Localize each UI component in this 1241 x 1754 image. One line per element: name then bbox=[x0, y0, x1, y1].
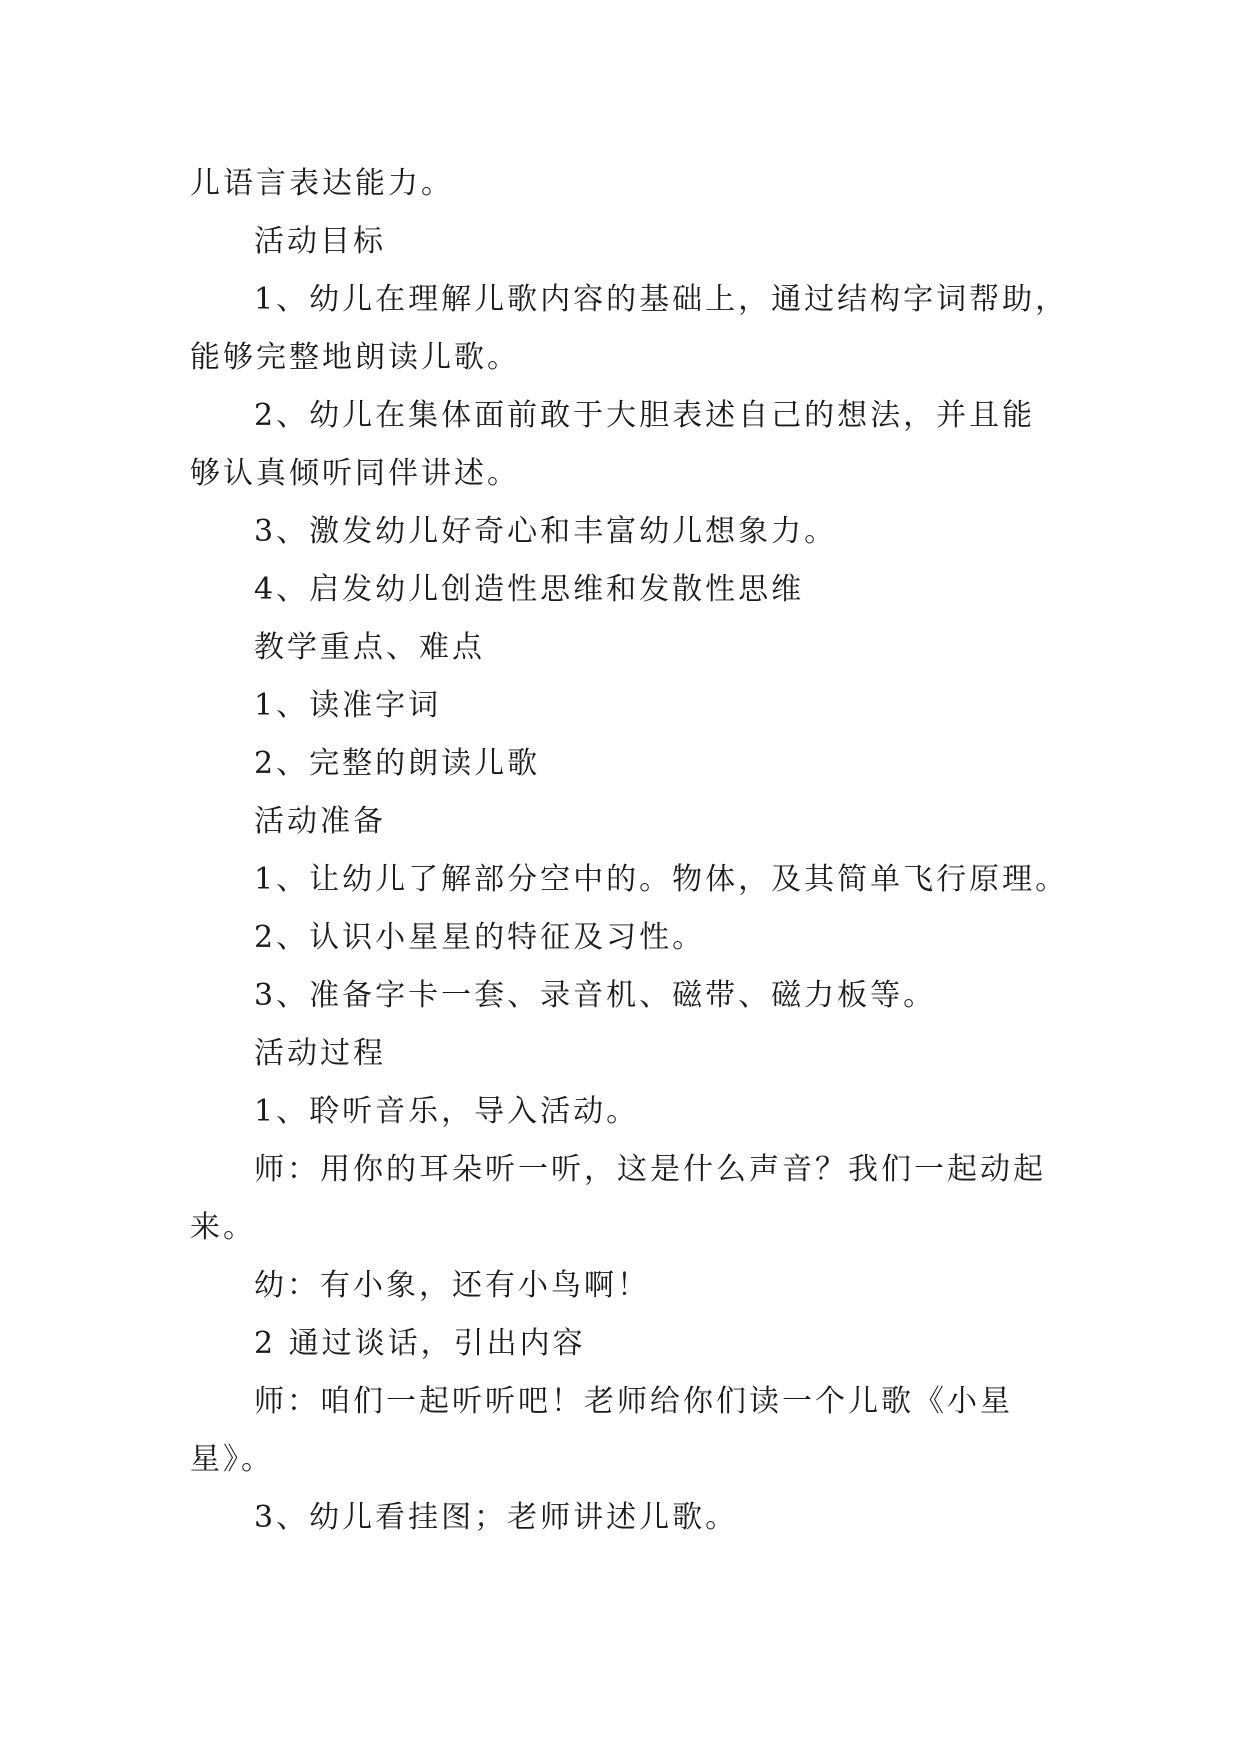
text-line: 儿语言表达能力。 bbox=[190, 166, 454, 201]
text-line: 来。 bbox=[190, 1210, 256, 1245]
text-line: 教学重点、难点 bbox=[254, 630, 485, 665]
text-line: 活动目标 bbox=[254, 224, 386, 259]
document-body bbox=[190, 155, 1070, 1547]
text-line: 能够完整地朗读儿歌。 bbox=[190, 340, 520, 375]
text-line: 1、读准字词 bbox=[254, 688, 442, 723]
text-line: 够认真倾听同伴讲述。 bbox=[190, 456, 520, 491]
text-line: 1、让幼儿了解部分空中的。物体，及其简单飞行原理。 bbox=[254, 862, 1069, 897]
text-line: 3、幼儿看挂图；老师讲述儿歌。 bbox=[254, 1500, 739, 1535]
text-line: 2、幼儿在集体面前敢于大胆表述自己的想法，并且能 bbox=[254, 398, 1036, 433]
text-line: 师：用你的耳朵听一听，这是什么声音？我们一起动起 bbox=[254, 1152, 1046, 1187]
text-line: 3、激发幼儿好奇心和丰富幼儿想象力。 bbox=[254, 514, 838, 549]
text-line: 师：咱们一起听听吧！老师给你们读一个儿歌《小星 bbox=[254, 1384, 1013, 1419]
text-line: 1、幼儿在理解儿歌内容的基础上，通过结构字词帮助， bbox=[254, 282, 1069, 317]
text-line: 3、准备字卡一套、录音机、磁带、磁力板等。 bbox=[254, 978, 937, 1013]
text-line: 2、认识小星星的特征及习性。 bbox=[254, 920, 706, 955]
text-line: 2、完整的朗读儿歌 bbox=[254, 746, 541, 781]
text-line: 活动过程 bbox=[254, 1036, 386, 1071]
text-line: 活动准备 bbox=[254, 804, 386, 839]
text-line: 4、启发幼儿创造性思维和发散性思维 bbox=[254, 572, 805, 607]
text-line: 2 通过谈话，引出内容 bbox=[254, 1326, 586, 1361]
text-line: 1、聆听音乐，导入活动。 bbox=[254, 1094, 640, 1129]
text-line: 星》。 bbox=[190, 1442, 274, 1477]
text-line: 幼：有小象，还有小鸟啊！ bbox=[254, 1268, 650, 1303]
